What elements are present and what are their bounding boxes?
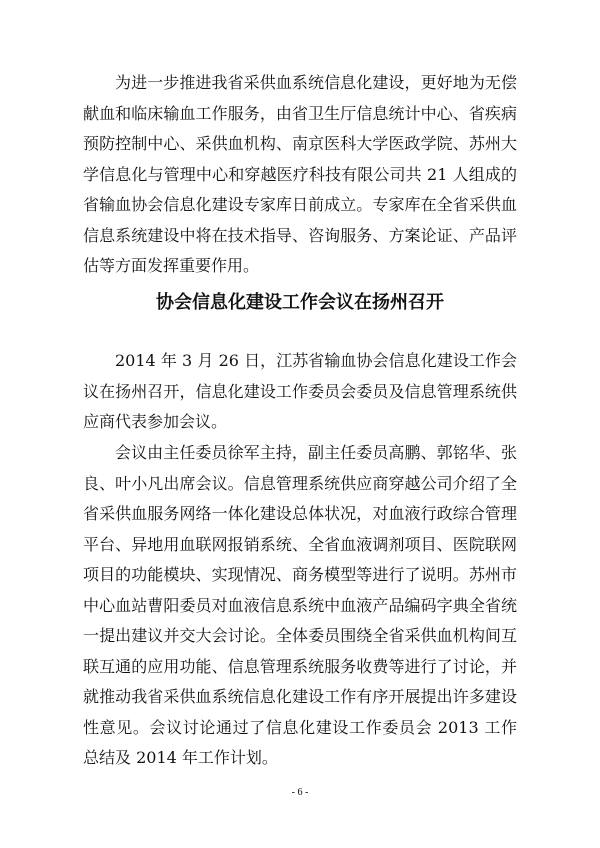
paragraph-meeting-date: 2014 年 3 月 26 日，江苏省输血协会信息化建设工作会议在扬州召开，信息化建设工作委员会委员及信息管理系统供应商代表参加会议。 bbox=[83, 351, 517, 431]
paragraph-meeting-detail: 会议由主任委员徐军主持，副主任委员高鹏、郭铭华、张良、叶小凡出席会议。信息管理系统供应商穿越公司介绍了全省采供血服务网络一体化建设总体状况，对血液行政综合管理平台、异地用血联网报销系统、全省血液调剂项目、医院联网项目的功能模块、实现情况、商务模型等进行了说明。苏州市中心血站曹阳委员对血液信息系统中血液产品编码字典全省统一提出建议并交大会讨论。全体委员围绕全省采供血机构间互联互通的应用功能、信息管理系统服务收费等进行了讨论，并就推动我省采供血系统信息化建设工作有序开展提出许多建设性意见。会议讨论通过了信息化建设工作委员会 2013 工作总结及 2014 年工作计划。 bbox=[83, 443, 517, 767]
paragraph-expert-pool: 为进一步推进我省采供血系统信息化建设，更好地为无偿献血和临床输血工作服务，由省卫生厅信息统计中心、省疾病预防控制中心、采供血机构、南京医科大学医政学院、苏州大学信息化与管理中心和穿越医疗科技有限公司共 21 人组成的省输血协会信息化建设专家库日前成立。专家库在全省采供血信息系统建设中将在技术指导、咨询服务、方案论证、产品评估等方面发挥重要作用。 bbox=[83, 73, 517, 275]
section-heading: 协会信息化建设工作会议在扬州召开 bbox=[156, 292, 444, 313]
page-number: - 6 - bbox=[291, 787, 309, 798]
